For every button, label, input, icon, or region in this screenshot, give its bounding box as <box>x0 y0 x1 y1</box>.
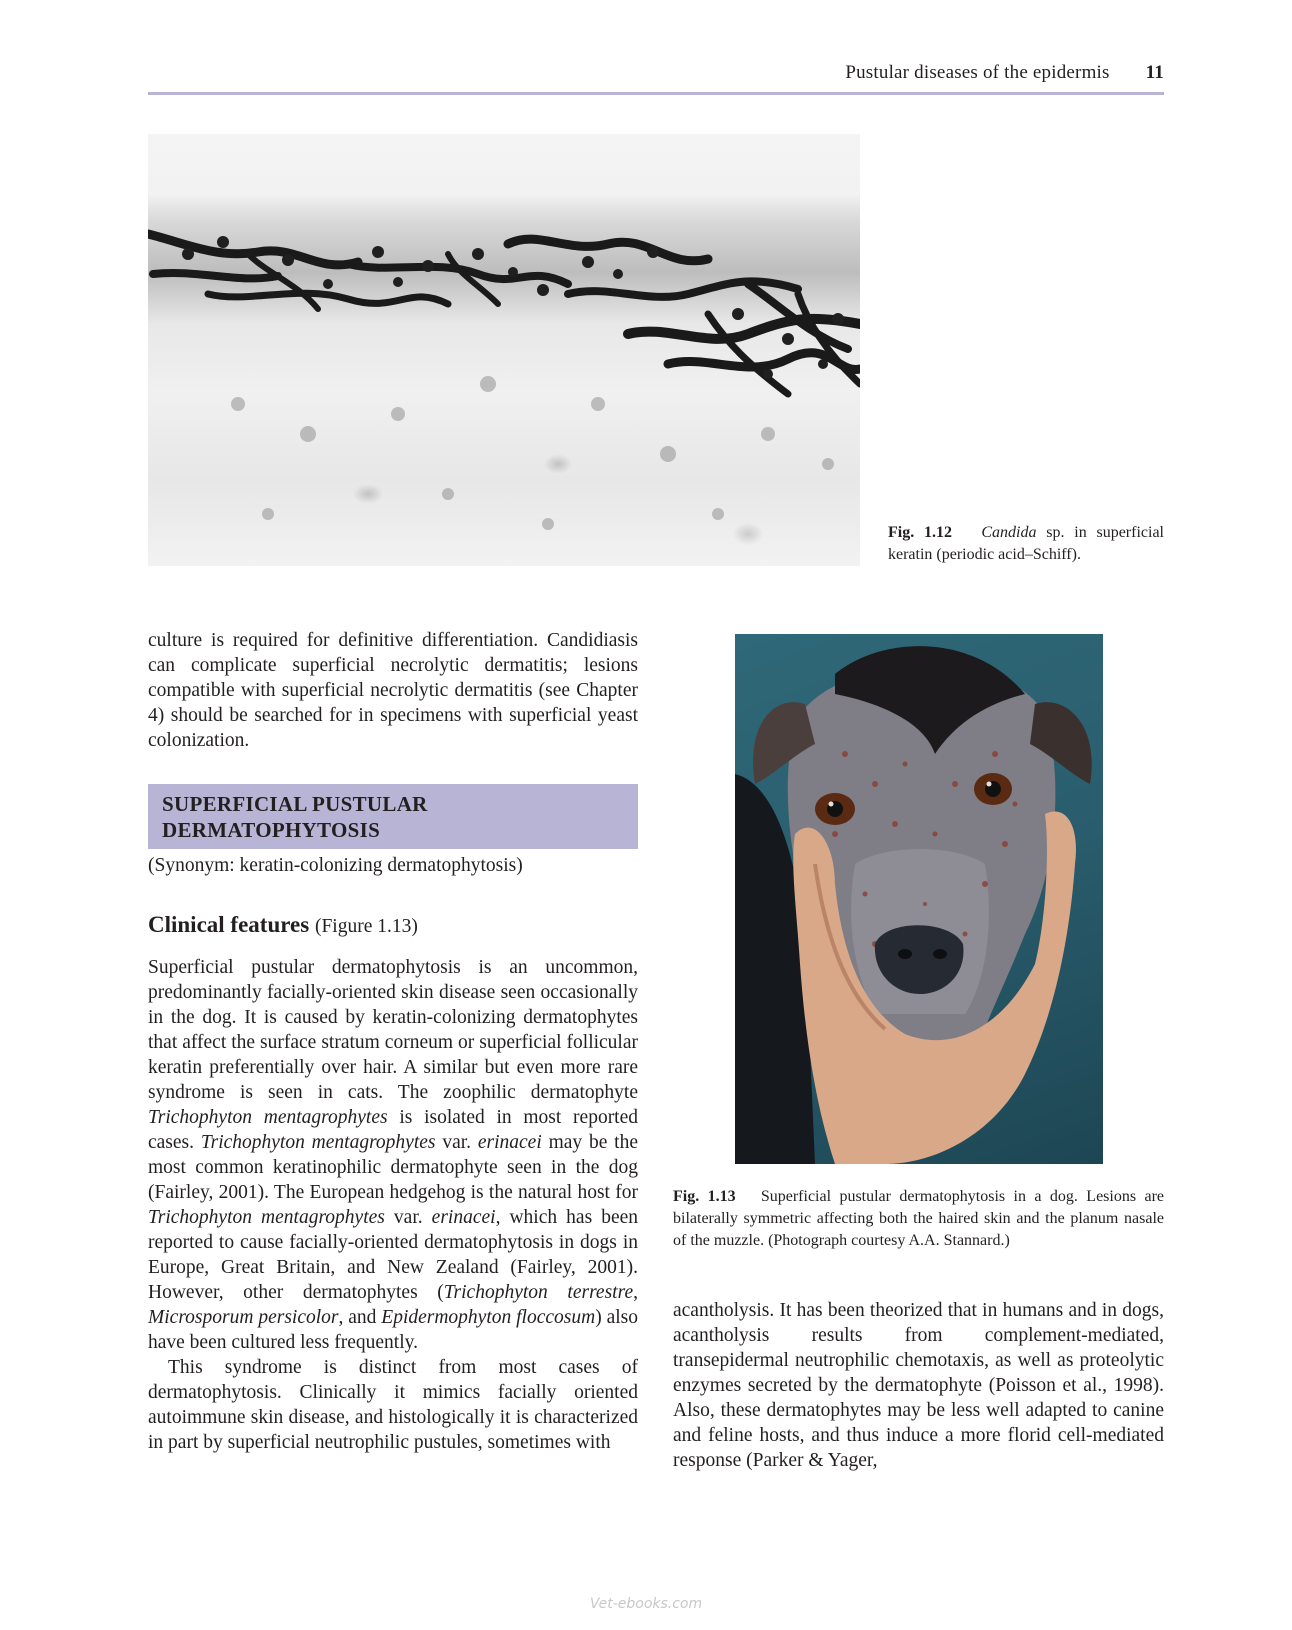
running-title: Pustular diseases of the epidermis <box>845 62 1110 83</box>
watermark-logo: Vet-ebooks.com <box>589 1596 703 1612</box>
clinical-paragraph-2: This syndrome is distinct from most cases of dermatophytosis. Clinically it mimics facially oriented autoimmune skin disease, and histologically it is characterized in part by superficial neutrophilic pustules, sometimes with <box>148 1357 638 1453</box>
clinical-features-heading <box>148 912 418 938</box>
subheading-text: Clinical features <box>148 912 310 937</box>
right-column-paragraph: acantholysis. It has been theorized that in humans and in dogs, acantholysis results from complement-mediated, transepidermal neutrophilic chemotaxis, as well as proteolytic enzymes secreted by the dermatophyte (Poisson et al., 1998). Also, these dermatophytes may be less well adapted to canine and feline hosts, and thus induce a more florid cell-mediated response (Parker & Yager, <box>673 1300 1164 1471</box>
figure-1-12-caption <box>888 522 1164 566</box>
figure-1-13-image <box>735 634 1103 1164</box>
dog-face-photo <box>735 634 1103 1164</box>
figure-1-13-caption <box>673 1186 1164 1252</box>
section-heading-line2: DERMATOPHYTOSIS <box>162 818 381 842</box>
figure-1-12-label: Fig. 1.12 <box>888 524 952 541</box>
subheading-figure-ref: (Figure 1.13) <box>314 916 418 937</box>
intro-paragraph: culture is required for definitive differentiation. Candidiasis can complicate superficial necrolytic dermatitis; lesions compatible with superficial necrolytic dermatitis (see Chapter 4) should be searched for in specimens with superficial yeast colonization. <box>148 630 638 751</box>
header-rule <box>148 92 1164 95</box>
section-heading <box>148 784 638 849</box>
candida-micrograph <box>148 134 860 566</box>
synonym-line: (Synonym: keratin-colonizing dermatophytosis) <box>148 855 523 876</box>
section-heading-line1: SUPERFICIAL PUSTULAR <box>162 792 428 816</box>
caption-italic-text: Candida <box>981 524 1037 541</box>
figure-1-13-label: Fig. 1.13 <box>673 1188 736 1205</box>
clinical-features-body <box>148 955 638 1455</box>
page-number: 11 <box>1145 62 1164 83</box>
caption-text: Superficial pustular dermatophytosis in a dog. Lesions are bilaterally symmetric affecting both the haired skin and the planum nasale of the muzzle. (Photograph courtesy A.A. Stannard.) <box>673 1188 1165 1249</box>
running-head <box>148 62 1164 84</box>
clinical-paragraph-1: Superficial pustular dermatophytosis is an uncommon, predominantly facially-oriented skin disease seen occasionally in the dog. It is caused by keratin-colonizing dermatophytes that affect the surface stratum corneum or superficial follicular keratin preferentially over hair. A similar but even more rare syndrome is seen in cats. The zoophilic dermatophyte Trichophyton mentagrophytes is isolated in most reported cases. Trichophyton mentagrophytes var. erinacei may be the most common keratinophilic dermatophyte seen in the dog (Fairley, 2001). The European hedgehog is the natural host for Trichophyton mentagrophytes var. erinacei, which has been reported to cause facially-oriented dermatophytosis in dogs in Europe, Great Britain, and New Zealand (Fairley, 2001). However, other dermatophytes (Trichophyton terrestre, Microsporum persicolor, and Epidermophyton floccosum) also have been cultured less frequently. <box>148 957 639 1353</box>
caption-text: sp. in superficial keratin (periodic acid–Schiff). <box>888 524 1165 563</box>
figure-1-12-image <box>148 134 860 566</box>
